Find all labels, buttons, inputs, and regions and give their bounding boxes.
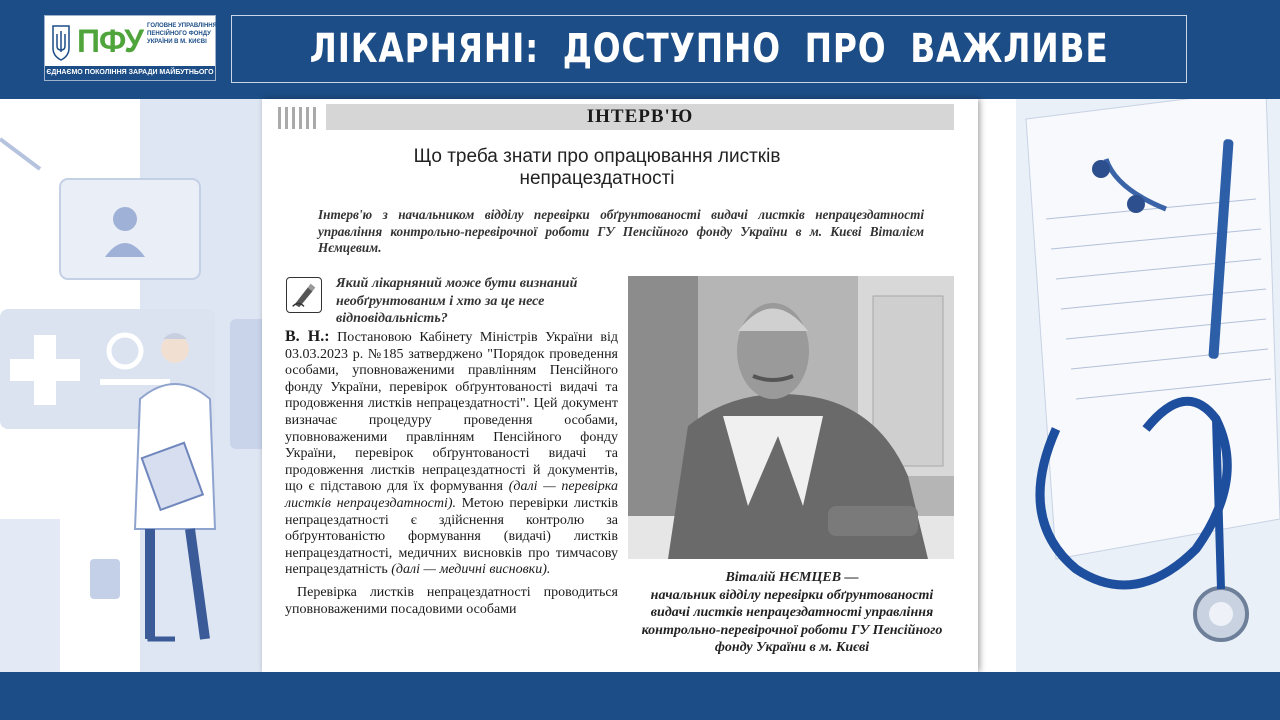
article-lead: Інтерв'ю з начальником відділу перевірки обґрунтованості видачі листків непрацездатності управління контрольно-перевірочної роботи ГУ Пенсійного фонду України в м. Києві Віталієм Нємцевим. (318, 207, 924, 255)
interview-question: Який лікарняний може бути визнаний необґрунтованим і хто за це несе відповідальність? (336, 276, 578, 326)
answer-initials: В. Н.: (285, 328, 330, 345)
medical-illustration (0, 99, 262, 672)
answer-text-d: (далі — медичні висновки). (391, 562, 551, 578)
logo-org-name (147, 22, 215, 46)
banner-title-box (231, 15, 1187, 83)
article-title-line-2: непрацездатності (519, 168, 675, 189)
top-banner (0, 0, 1280, 99)
doctor-illustration-icon (0, 99, 262, 672)
answer-paragraph-1 (285, 329, 618, 579)
banner-title: ЛІКАРНЯНІ: ДОСТУПНО ПРО ВАЖЛИВЕ (309, 26, 1109, 72)
article-title-line-1: Що треба знати про опрацювання листків (413, 146, 781, 167)
logo-line-3: УКРАЇНИ В М. КИЄВІ (147, 39, 207, 45)
header-stripes-icon (278, 107, 320, 129)
trident-emblem-icon (50, 22, 72, 62)
answer-paragraph-2: Перевірка листків непрацездатності проводиться уповноваженими посадовими особами (285, 584, 618, 617)
article-page (262, 99, 978, 672)
photo-caption (630, 569, 954, 657)
logo-slogan: ЄДНАЄМО ПОКОЛІННЯ ЗАРАДИ МАЙБУТНЬОГО (45, 66, 215, 80)
question-pen-icon (286, 277, 322, 313)
section-header: ІНТЕРВ'Ю (326, 104, 954, 130)
portrait-photo (628, 276, 954, 559)
stethoscope-photo (1016, 99, 1280, 672)
pfu-logo (44, 15, 216, 81)
article-body (285, 329, 618, 624)
caption-role: начальник відділу перевірки обґрунтованості видачі листків непрацездатності управління контрольно-перевірочної роботи ГУ Пенсійного фонду України в м. Києві (641, 587, 943, 655)
caption-name: Віталій НЄМЦЕВ — (725, 570, 859, 585)
stethoscope-icon (1016, 99, 1280, 672)
portrait-icon (628, 276, 954, 559)
logo-abbreviation: ПФУ (77, 23, 143, 59)
article-title (302, 146, 892, 190)
logo-line-1: ГОЛОВНЕ УПРАВЛІННЯ (147, 23, 217, 29)
bottom-banner (0, 672, 1280, 720)
answer-text-b: (далі — перевірка листків непрацездатності). (285, 479, 618, 511)
answer-text-c: Метою перевірки листків непрацездатності є здійснення контролю за обґрунтованістю формування (видачі) листків непрацездатності, медичних висновків про тимчасову непрацездатність (285, 495, 619, 578)
logo-line-2: ПЕНСІЙНОГО ФОНДУ (147, 31, 211, 37)
answer-text-a: Постановою Кабінету Міністрів України від 03.03.2023 р. №185 затверджено "Порядок проведення особами, уповноваженими правлінням Пенсійного фонду України, перевірок обґрунтованості видачі та продовження листків непрацездатності". Цей документ визначає процедуру проведення особами, уповноваженими правлінням Пенсійного фонду України, перевірок обґрунтованості видачі та продовження листків непрацездатності й документів, що є підставою для їх формування (285, 330, 618, 495)
